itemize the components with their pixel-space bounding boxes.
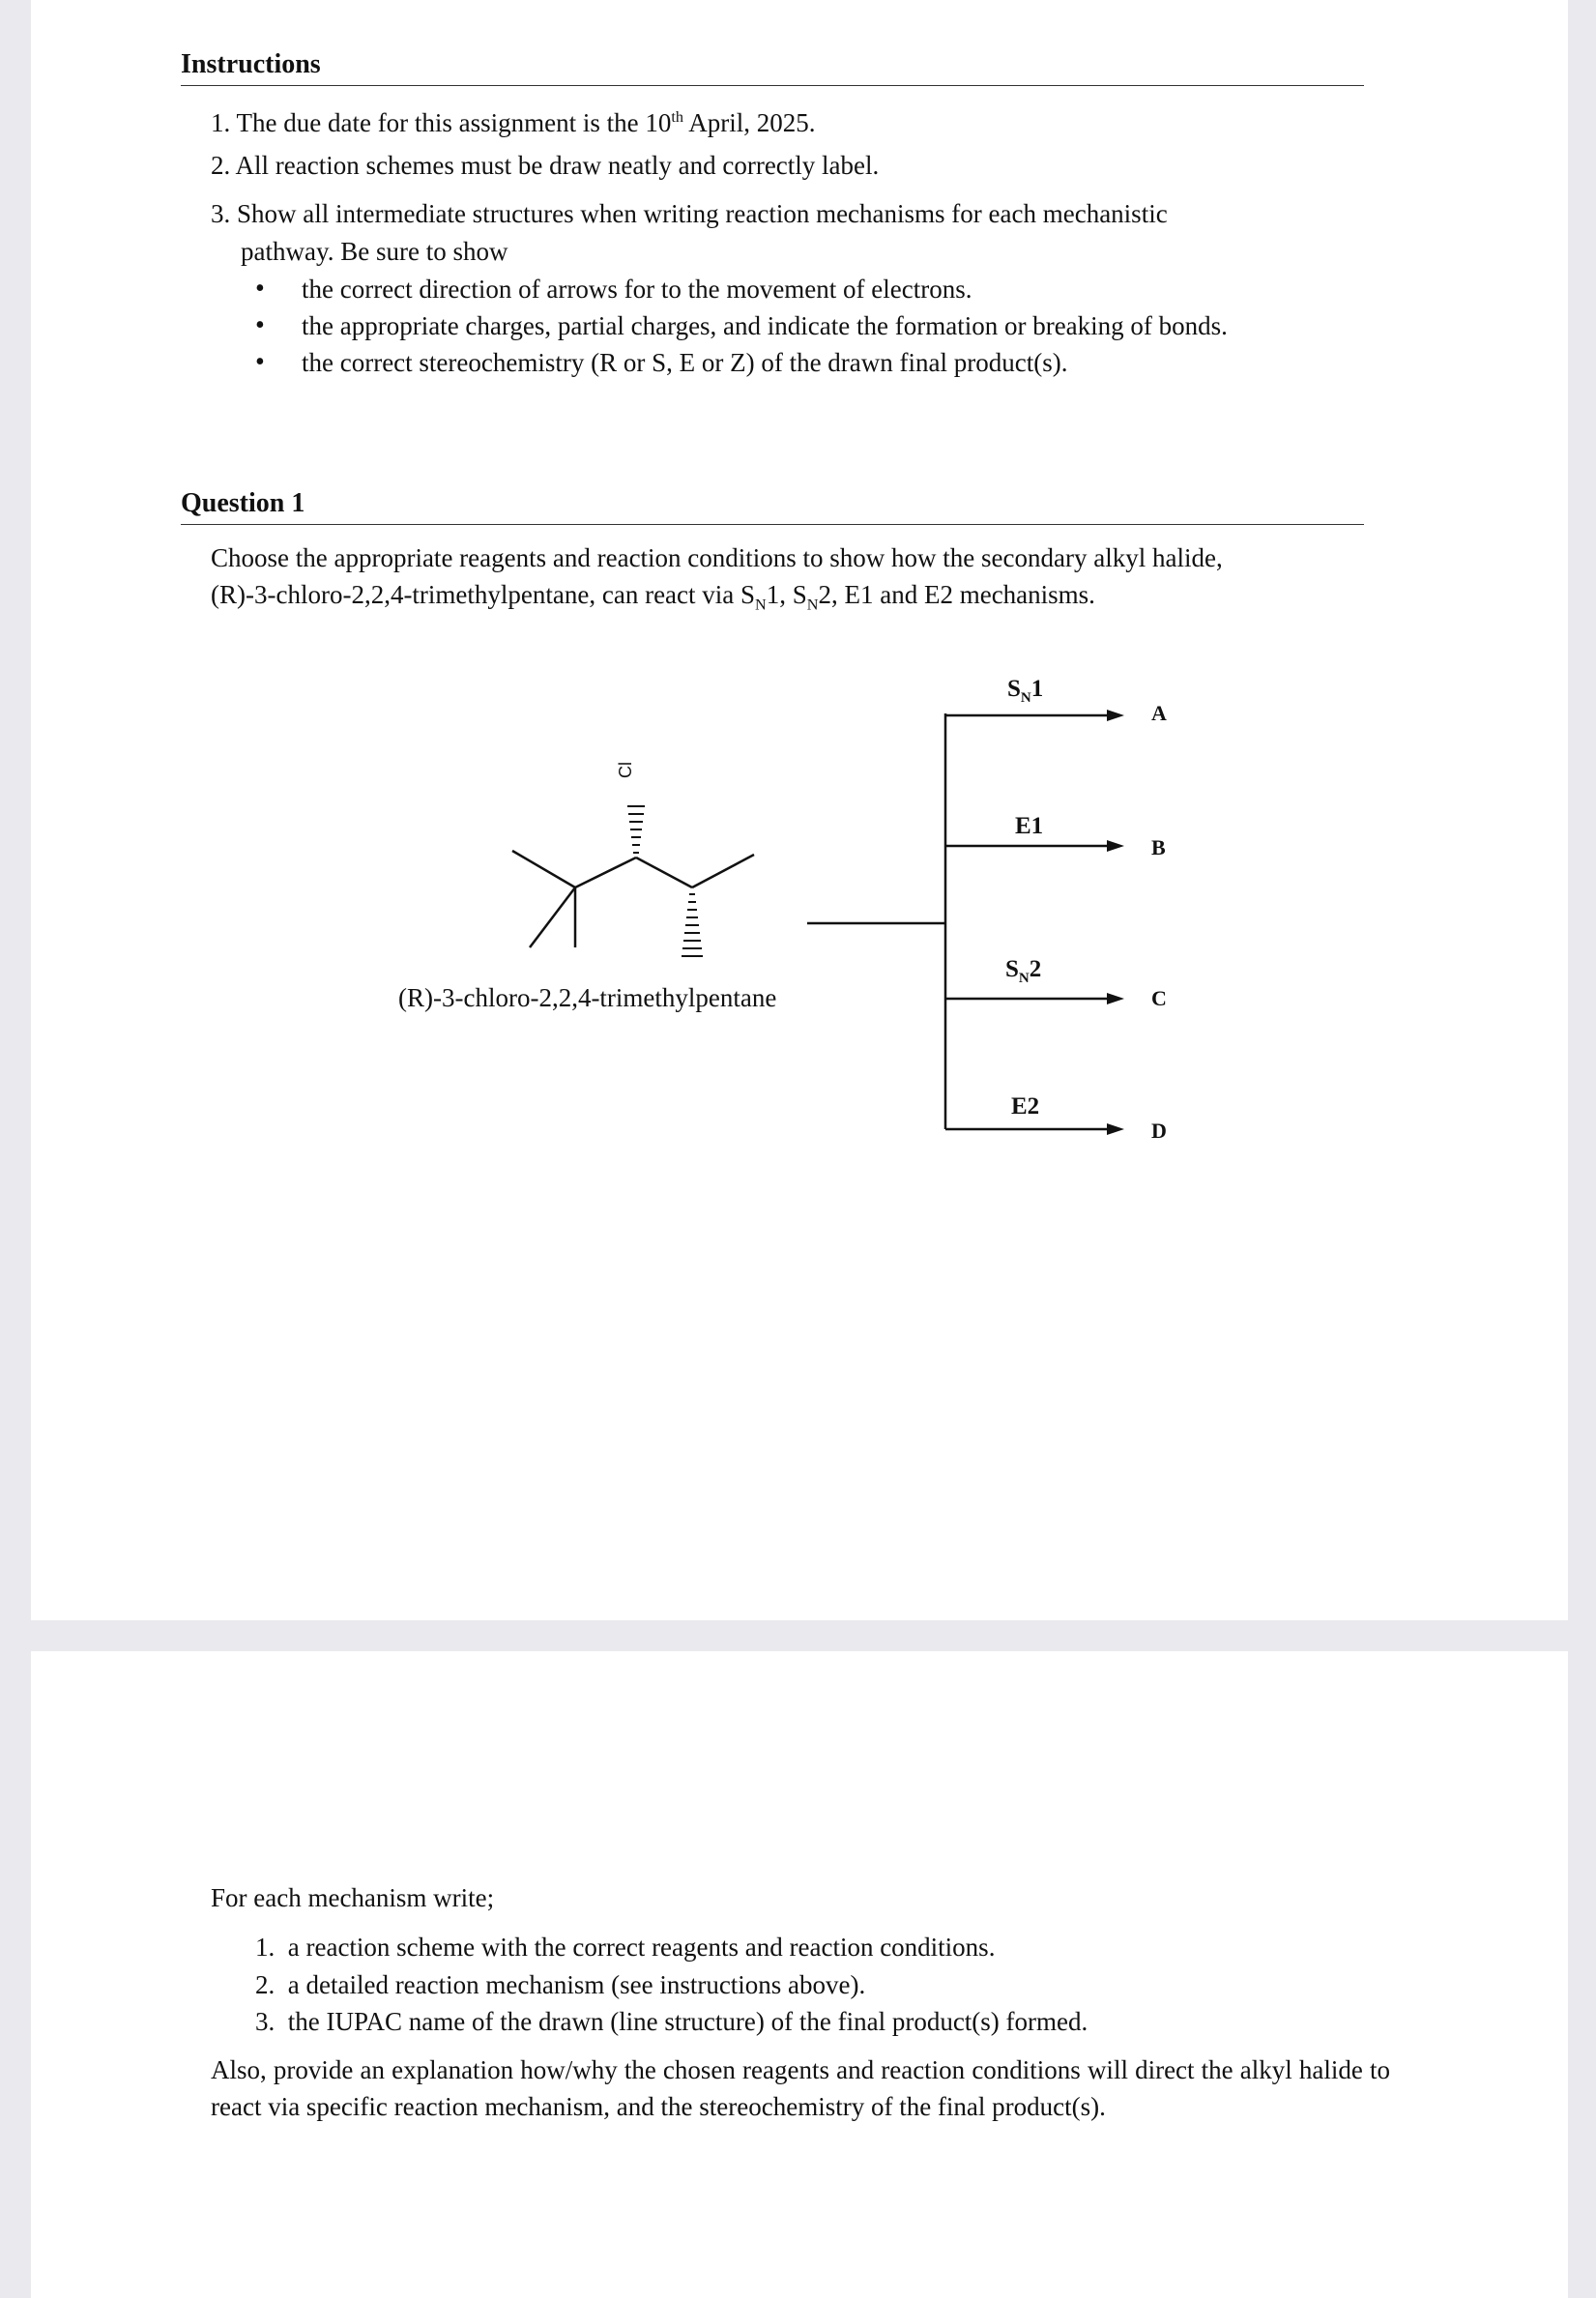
product-b: B xyxy=(1151,835,1166,859)
molecule-name: (R)-3-chloro-2,2,4-trimethylpentane xyxy=(398,983,777,1012)
arrowhead-icon xyxy=(1107,840,1124,852)
instruction-1: 1. The due date for this assignment is the 10th April, 2025. xyxy=(211,108,816,137)
instruction-3-line-2: pathway. Be sure to show xyxy=(241,237,508,266)
arrowhead-icon xyxy=(1107,1123,1124,1135)
bullet-item-3: the correct stereochemistry (R or S, E or Z) of the drawn final product(s). xyxy=(302,348,1068,377)
explanation-paragraph: Also, provide an explanation how/why the chosen reagents and reaction conditions will direct the alkyl halide to react via specific reaction mechanism, and the stereochemistry of the final product(s). xyxy=(211,2055,1390,2121)
condition-e1: E1 xyxy=(1015,813,1044,839)
instruction-2: 2. All reaction schemes must be draw neatly and correctly label. xyxy=(211,151,880,180)
bullet-item-1: the correct direction of arrows for to the movement of electrons. xyxy=(302,275,972,304)
hashed-wedge-methyl xyxy=(682,894,703,956)
bullet-icon: • xyxy=(255,347,265,377)
tasks-intro: For each mechanism write; xyxy=(211,1883,495,1912)
task-item-1: 1. a reaction scheme with the correct reagents and reaction conditions. xyxy=(255,1933,996,1962)
instruction-3-line-1: 3. Show all intermediate structures when writing reaction mechanisms for each mechanistic xyxy=(211,199,1168,228)
question-1-heading: Question 1 xyxy=(181,487,1364,525)
bullet-icon: • xyxy=(255,310,265,340)
arrowhead-icon xyxy=(1107,993,1124,1004)
bullet-item-2: the appropriate charges, partial charges, and indicate the formation or breaking of bonds. xyxy=(302,311,1228,340)
molecule-structure xyxy=(512,851,754,947)
bond xyxy=(512,851,575,887)
product-c: C xyxy=(1151,986,1167,1010)
bond xyxy=(692,855,754,887)
question-1-text-line-2: (R)-3-chloro-2,2,4-trimethylpentane, can react via $S_N1$, $S_N2$, E1 and E2 mechanisms. xyxy=(211,580,1095,614)
branch-lines xyxy=(807,713,1107,1129)
product-d: D xyxy=(1151,1119,1167,1143)
arrowhead-icon xyxy=(1107,710,1124,721)
chlorine-label: Cl xyxy=(616,762,635,778)
task-item-2: 2. a detailed reaction mechanism (see instructions above). xyxy=(255,1970,866,1999)
hashed-wedge-cl xyxy=(627,806,645,853)
bond xyxy=(575,858,636,887)
question-1-text-line-1: Choose the appropriate reagents and reaction conditions to show how the secondary alkyl halide, xyxy=(211,543,1223,572)
task-item-3: 3. the IUPAC name of the drawn (line structure) of the final product(s) formed. xyxy=(255,2007,1088,2036)
condition-sn1: $S_N1$ xyxy=(1007,676,1044,706)
condition-sn2: $S_N2$ xyxy=(1005,956,1042,986)
condition-e2: E2 xyxy=(1011,1093,1040,1120)
bond xyxy=(530,887,575,947)
product-a: A xyxy=(1151,701,1167,725)
bullet-icon: • xyxy=(255,274,265,304)
bond xyxy=(636,858,692,887)
instructions-heading: Instructions xyxy=(181,48,1364,86)
arrowheads xyxy=(1107,710,1124,1135)
